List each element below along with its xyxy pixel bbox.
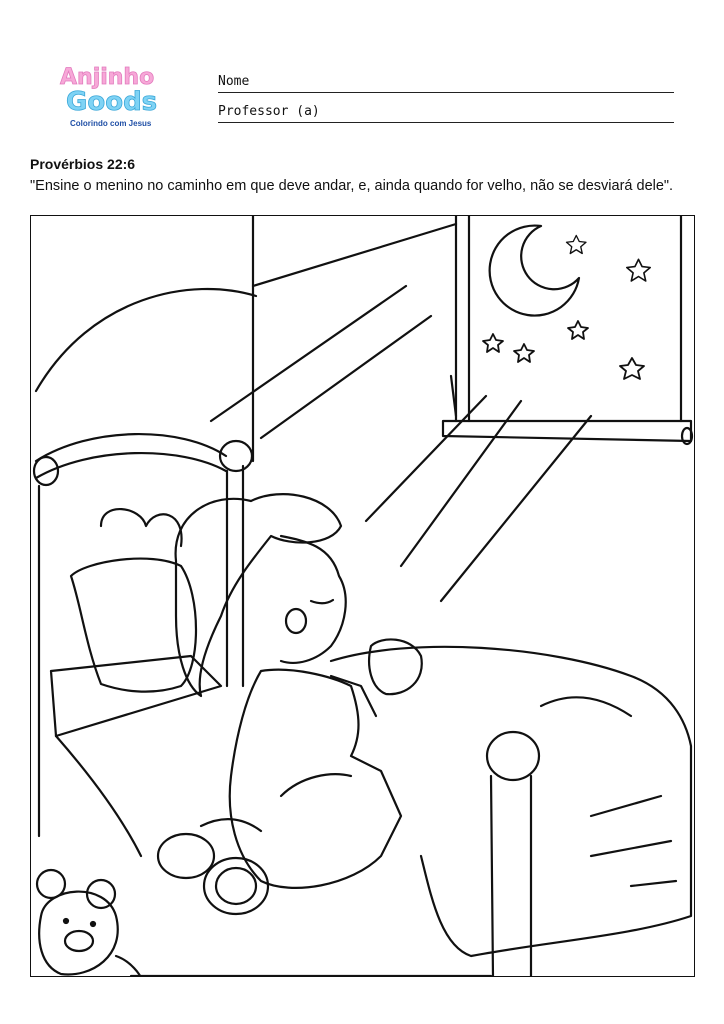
verse-reference: Provérbios 22:6 <box>30 156 136 172</box>
logo-line2: Goods <box>66 87 158 117</box>
logo-tagline: Colorindo com Jesus <box>70 119 152 128</box>
blanket-left <box>56 736 141 856</box>
wall-top-edge <box>253 224 456 286</box>
moonbeams <box>211 286 591 601</box>
pillow-heart <box>101 509 182 546</box>
praying-child <box>158 494 422 914</box>
bed-foot <box>331 647 691 977</box>
mattress-left <box>51 656 221 736</box>
teacher-field[interactable] <box>218 96 674 123</box>
window <box>443 216 692 444</box>
brand-logo <box>52 62 182 134</box>
teddy-bear <box>37 870 141 977</box>
name-field[interactable] <box>218 66 674 93</box>
wall-curve <box>36 289 256 391</box>
moon-icon <box>490 226 579 316</box>
coloring-illustration <box>30 215 695 977</box>
bed-headboard <box>34 434 252 836</box>
name-label: Nome <box>218 74 250 89</box>
verse-text: "Ensine o menino no caminho em que deve andar, e, ainda quando for velho, não se desviará dele". <box>30 178 674 194</box>
logo-line1: Anjinho <box>60 65 155 90</box>
teacher-label: Professor (a) <box>218 104 320 119</box>
